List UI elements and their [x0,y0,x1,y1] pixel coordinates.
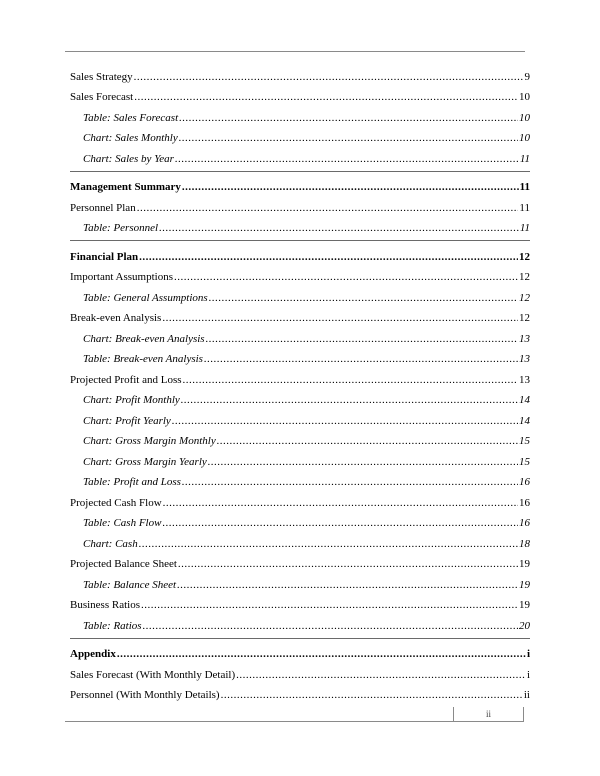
toc-entry-page: 20 [519,619,530,632]
toc-entry-page: 10 [519,132,530,144]
toc-entry-title: Personnel Plan [70,201,136,214]
toc-leader-dots [139,251,518,264]
toc-leader-dots [175,153,519,166]
toc-entry-page: 16 [519,496,530,509]
toc-entry-projected-profit-and-loss[interactable] [70,366,530,387]
toc-entry-title: Table: Profit and Loss [83,476,181,488]
toc-entry-page: 13 [519,332,530,345]
toc-entry-title: Sales Forecast (With Monthly Detail) [70,668,236,681]
toc-leader-dots [134,91,518,104]
toc-entry-title: Personnel (With Monthly Details) [70,689,220,701]
toc-entry-business-ratios[interactable] [70,592,530,613]
toc-leader-dots [174,271,518,284]
toc-leader-dots [139,538,518,551]
toc-entry-chart-gross-margin-monthly[interactable] [70,428,530,449]
toc-leader-dots [181,394,518,407]
toc-entry-title: Appendix [70,648,116,660]
toc-entry-table-general-assumptions[interactable] [70,284,530,305]
toc-entry-chart-cash[interactable] [70,530,530,551]
toc-leader-dots [162,312,518,325]
toc-entry-title: Table: Break-even Analysis [83,353,203,365]
toc-entry-page: 14 [519,394,530,406]
toc-entry-title: Chart: Profit Yearly [83,414,171,427]
toc-entry-page: 19 [519,578,530,591]
toc-leader-dots [183,374,518,387]
toc-entry-title: Management Summary [70,181,181,193]
toc-entry-page: 10 [519,111,530,124]
toc-entry-title: Table: Ratios [83,619,142,632]
toc-entry-page: 13 [519,373,530,386]
toc-entry-page: 16 [519,517,530,529]
section-divider [70,638,530,639]
toc-entry-page: i [526,648,530,660]
toc-entry-table-ratios[interactable] [70,612,530,633]
toc-entry-title: Sales Forecast [70,91,134,103]
toc-section-financial-plan[interactable] [70,243,530,264]
toc-entry-title: Financial Plan [70,250,139,263]
toc-entry-table-balance-sheet[interactable] [70,571,530,592]
toc-entry-break-even-analysis[interactable] [70,305,530,326]
toc-entry-table-cash-flow[interactable] [70,510,530,531]
toc-entry-page: 12 [519,291,530,304]
toc-leader-dots [177,579,518,592]
toc-leader-dots [204,353,518,366]
toc-entry-page: 9 [524,70,530,83]
footer-page-number: ii [453,707,524,722]
toc-entry-sales-forecast[interactable] [70,84,530,105]
toc-leader-dots [217,435,518,448]
toc-entry-chart-gross-margin-yearly[interactable] [70,448,530,469]
toc-entry-title: Projected Profit and Loss [70,373,182,386]
toc-entry-page: 14 [519,414,530,427]
toc-entry-page: 15 [519,455,530,468]
toc-leader-dots [137,202,519,215]
toc-entry-title: Table: Sales Forecast [83,111,179,124]
toc-entry-page: 19 [519,558,530,570]
toc-entry-sales-forecast-monthly-detail[interactable] [70,661,530,682]
toc-entry-page: 13 [519,353,530,365]
header-rule [65,51,525,52]
toc-entry-title: Chart: Sales by Year [83,152,174,165]
toc-entry-title: Chart: Sales Monthly [83,132,178,144]
toc-entry-projected-balance-sheet[interactable] [70,551,530,572]
section-divider [70,171,530,172]
table-of-contents [70,63,530,702]
toc-leader-dots [208,456,518,469]
toc-entry-page: 16 [519,476,530,488]
toc-leader-dots [172,415,518,428]
toc-entry-page: 11 [519,152,530,165]
toc-entry-page: 11 [519,222,530,234]
toc-leader-dots [143,620,518,633]
toc-entry-page: 18 [519,537,530,550]
toc-entry-page: 12 [519,312,530,324]
toc-section-appendix[interactable] [70,641,530,662]
toc-leader-dots [182,181,519,194]
toc-entry-title: Sales Strategy [70,70,133,83]
toc-entry-page: 15 [519,435,530,447]
toc-entry-title: Important Assumptions [70,271,173,283]
toc-entry-title: Chart: Break-even Analysis [83,332,205,345]
toc-entry-title: Chart: Gross Margin Yearly [83,455,207,468]
toc-entry-title: Business Ratios [70,599,140,611]
toc-entry-page: 19 [519,599,530,611]
toc-leader-dots [141,599,518,612]
toc-entry-chart-sales-monthly[interactable] [70,125,530,146]
toc-entry-table-break-even-analysis[interactable] [70,346,530,367]
toc-entry-personnel-monthly-details[interactable] [70,682,530,703]
toc-leader-dots [209,292,518,305]
toc-entry-title: Chart: Profit Monthly [83,394,180,406]
toc-leader-dots [179,112,518,125]
toc-entry-chart-break-even-analysis[interactable] [70,325,530,346]
toc-entry-page: 11 [519,181,530,193]
toc-entry-projected-cash-flow[interactable] [70,489,530,510]
toc-entry-page: 11 [519,201,530,214]
toc-entry-page: 12 [519,250,530,263]
toc-leader-dots [178,558,518,571]
toc-entry-title: Table: General Assumptions [83,291,208,304]
toc-entry-chart-profit-monthly[interactable] [70,387,530,408]
footer-rule [65,721,453,722]
toc-entry-table-profit-and-loss[interactable] [70,469,530,490]
toc-entry-title: Break-even Analysis [70,312,162,324]
toc-entry-table-sales-forecast[interactable] [70,104,530,125]
section-divider [70,240,530,241]
toc-leader-dots [179,132,518,145]
toc-entry-title: Projected Cash Flow [70,496,162,509]
toc-entry-title: Table: Balance Sheet [83,578,177,591]
toc-entry-title: Table: Cash Flow [83,517,162,529]
toc-leader-dots [163,497,518,510]
toc-entry-title: Projected Balance Sheet [70,558,177,570]
toc-entry-page: 10 [519,91,530,103]
toc-entry-important-assumptions[interactable] [70,264,530,285]
toc-entry-title: Chart: Gross Margin Monthly [83,435,216,447]
toc-leader-dots [117,648,526,661]
toc-entry-page: i [526,668,530,681]
toc-entry-page: 12 [519,271,530,283]
toc-section-management-summary[interactable] [70,174,530,195]
toc-leader-dots [236,669,526,682]
toc-entry-personnel-plan[interactable] [70,194,530,215]
toc-leader-dots [159,222,519,235]
toc-entry-table-personnel[interactable] [70,215,530,236]
toc-leader-dots [182,476,518,489]
toc-entry-page: ii [523,689,530,701]
toc-leader-dots [206,333,518,346]
toc-entry-chart-sales-by-year[interactable] [70,145,530,166]
toc-entry-chart-profit-yearly[interactable] [70,407,530,428]
toc-leader-dots [162,517,518,530]
toc-leader-dots [221,689,523,702]
toc-entry-sales-strategy[interactable] [70,63,530,84]
toc-entry-title: Table: Personnel [83,222,159,234]
toc-entry-title: Chart: Cash [83,537,138,550]
toc-leader-dots [134,71,524,84]
